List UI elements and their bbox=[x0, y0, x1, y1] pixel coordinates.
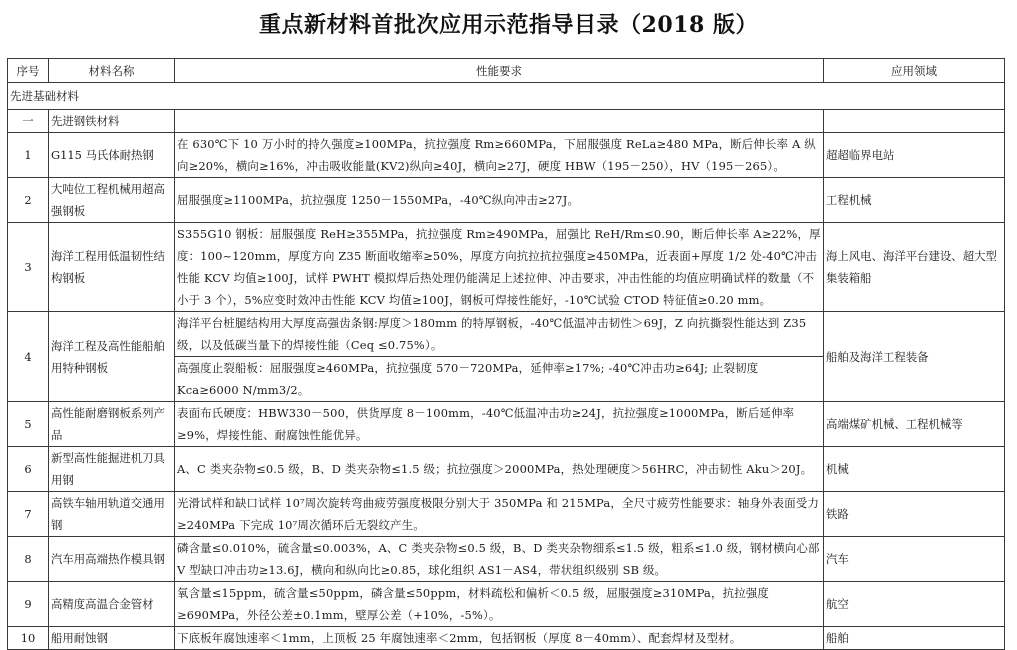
row-application-field: 船舶 bbox=[824, 627, 1005, 650]
row-material-name: 高铁车轴用轨道交通用钢 bbox=[49, 492, 175, 537]
row-requirements: 下底板年腐蚀速率＜1mm，上顶板 25 年腐蚀速率＜2mm，包括钢板（厚度 8－40mm）、配套焊材及型材。 bbox=[175, 627, 824, 650]
row-requirements: 磷含量≤0.010%，硫含量≤0.003%，A、C 类夹杂物≤0.5 级，B、D 类夹杂物细系≤1.5 级，粗系≤1.0 级，钢材横向心部 V 型缺口冲击功≥13.6J，横向和纵向比≥0.85，球化组织 AS1－AS4，带状组织级别 SB 级。 bbox=[175, 537, 824, 582]
table-row bbox=[8, 312, 1005, 357]
table-header-row bbox=[8, 59, 1005, 83]
row-application-field: 铁路 bbox=[824, 492, 1005, 537]
table-row bbox=[8, 582, 1005, 627]
subsection-row bbox=[8, 110, 1005, 133]
subsection-no: 一 bbox=[8, 110, 49, 133]
row-requirements: 在 630℃下 10 万小时的持久强度≥100MPa，抗拉强度 Rm≥660MPa，下屈服强度 ReLa≥480 MPa，断后伸长率 A 纵向≥20%，横向≥16%，冲击吸收能量(KV2)纵向≥40J，横向≥27J，硬度 HBW（195－250），HV（195－265）。 bbox=[175, 133, 824, 178]
subsection-requirements bbox=[175, 110, 824, 133]
catalog-table bbox=[7, 58, 1005, 650]
row-requirements: 屈服强度≥1100MPa，抗拉强度 1250－1550MPa，-40℃纵向冲击≥27J。 bbox=[175, 178, 824, 223]
row-application-field: 海上风电、海洋平台建设、超大型集装箱船 bbox=[824, 223, 1005, 312]
row-material-name: 高性能耐磨钢板系列产品 bbox=[49, 402, 175, 447]
header-no: 序号 bbox=[8, 59, 49, 83]
row-no: 6 bbox=[8, 447, 49, 492]
document-title: 重点新材料首批次应用示范指导目录（2018 版） bbox=[259, 12, 758, 38]
section-title: 先进基础材料 bbox=[8, 83, 1005, 110]
row-no: 4 bbox=[8, 312, 49, 402]
row-requirements: 氧含量≤15ppm，硫含量≤50ppm，磷含量≤50ppm，材料疏松和偏析＜0.5 级，屈服强度≥310MPa，抗拉强度≥690MPa，外径公差±0.1mm，壁厚公差（+10%，-5%）。 bbox=[175, 582, 824, 627]
header-material-name: 材料名称 bbox=[49, 59, 175, 83]
row-material-name: 高精度高温合金管材 bbox=[49, 582, 175, 627]
header-application-field: 应用领域 bbox=[824, 59, 1005, 83]
row-material-name: 海洋工程用低温韧性结构钢板 bbox=[49, 223, 175, 312]
subsection-field bbox=[824, 110, 1005, 133]
table-row bbox=[8, 402, 1005, 447]
row-requirements: 光滑试样和缺口试样 10⁷周次旋转弯曲疲劳强度极限分别大于 350MPa 和 215MPa，全尺寸疲劳性能要求：轴身外表面受力≥240MPa 下完成 10⁷周次循环后无裂纹产生。 bbox=[175, 492, 824, 537]
row-requirements: A、C 类夹杂物≤0.5 级，B、D 类夹杂物≤1.5 级；抗拉强度＞2000MPa，热处理硬度＞56HRC，冲击韧性 Aku＞20J。 bbox=[175, 447, 824, 492]
row-no: 7 bbox=[8, 492, 49, 537]
row-requirements: 海洋平台桩腿结构用大厚度高强齿条钢:厚度＞180mm 的特厚钢板，-40℃低温冲击韧性＞69J，Z 向抗撕裂性能达到 Z35 级，以及低碳当量下的焊接性能（Ceq ≤0.75%）。 bbox=[175, 312, 824, 357]
table-row bbox=[8, 133, 1005, 178]
row-requirements: 高强度止裂船板：屈服强度≥460MPa，抗拉强度 570－720MPa，延伸率≥17%; -40℃冲击功≥64J; 止裂韧度 Kca≥6000 N/mm3/2。 bbox=[175, 357, 824, 402]
row-no: 8 bbox=[8, 537, 49, 582]
table-row bbox=[8, 627, 1005, 650]
table-row bbox=[8, 223, 1005, 312]
row-application-field: 船舶及海洋工程装备 bbox=[824, 312, 1005, 402]
row-requirements: S355G10 钢板：屈服强度 ReH≥355MPa，抗拉强度 Rm≥490MPa，屈强比 ReH/Rm≤0.90，断后伸长率 A≥22%，厚度：100~120mm，厚度方向 Z35 断面收缩率≥50%，厚度方向抗拉抗拉强度≥450MPa，近表面+厚度 1/2 处-40℃冲击性能 KCV 均值≥100J，试样 PWHT 模拟焊后热处理仍能满足上述拉伸、冲击要求，冲击性能的均值应明确试样的数量（不小于 3 个），5%应变时效冲击性能 KCV 均值≥100J，钢板可焊接性能好，-10℃试验 CTOD 特征值≥0.20 mm。 bbox=[175, 223, 824, 312]
row-material-name: 海洋工程及高性能船舶用特种钢板 bbox=[49, 312, 175, 402]
row-material-name: 新型高性能掘进机刀具用钢 bbox=[49, 447, 175, 492]
row-application-field: 超超临界电站 bbox=[824, 133, 1005, 178]
row-application-field: 航空 bbox=[824, 582, 1005, 627]
table-row bbox=[8, 537, 1005, 582]
table-row bbox=[8, 447, 1005, 492]
subsection-name: 先进钢铁材料 bbox=[49, 110, 175, 133]
row-material-name: 汽车用高端热作模具钢 bbox=[49, 537, 175, 582]
row-no: 1 bbox=[8, 133, 49, 178]
row-no: 10 bbox=[8, 627, 49, 650]
row-no: 3 bbox=[8, 223, 49, 312]
section-row bbox=[8, 83, 1005, 110]
row-no: 9 bbox=[8, 582, 49, 627]
row-requirements: 表面布氏硬度：HBW330－500，供货厚度 8－100mm，-40℃低温冲击功≥24J，抗拉强度≥1000MPa，断后延伸率≥9%，焊接性能、耐腐蚀性能优异。 bbox=[175, 402, 824, 447]
row-application-field: 汽车 bbox=[824, 537, 1005, 582]
row-no: 2 bbox=[8, 178, 49, 223]
row-application-field: 高端煤矿机械、工程机械等 bbox=[824, 402, 1005, 447]
row-material-name: G115 马氏体耐热钢 bbox=[49, 133, 175, 178]
row-application-field: 机械 bbox=[824, 447, 1005, 492]
row-material-name: 船用耐蚀钢 bbox=[49, 627, 175, 650]
row-application-field: 工程机械 bbox=[824, 178, 1005, 223]
table-row bbox=[8, 492, 1005, 537]
header-performance-requirements: 性能要求 bbox=[175, 59, 824, 83]
row-no: 5 bbox=[8, 402, 49, 447]
table-row bbox=[8, 178, 1005, 223]
row-material-name: 大吨位工程机械用超高强钢板 bbox=[49, 178, 175, 223]
